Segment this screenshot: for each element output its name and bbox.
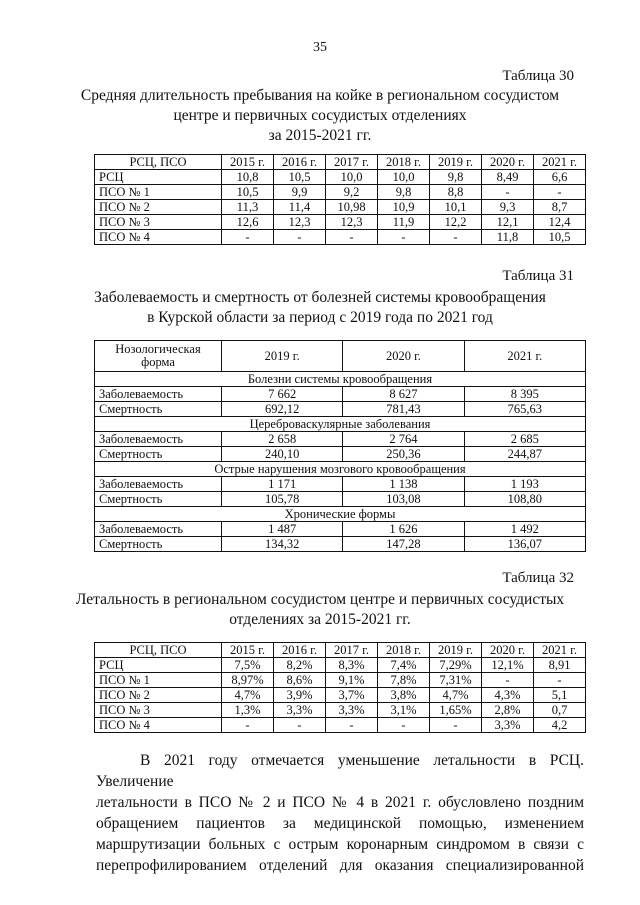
paragraph-line: маршрутизации больных с острым коронарным синдромом в связи с xyxy=(96,836,584,853)
table-row xyxy=(95,215,586,230)
table-cell: - xyxy=(482,673,534,688)
table-cell: 12,4 xyxy=(534,215,586,230)
table32-label: Таблица 32 xyxy=(502,570,574,586)
table-cell: 12,2 xyxy=(430,215,482,230)
column-header: 2015 г. xyxy=(222,643,274,658)
table-cell: - xyxy=(430,718,482,733)
table-cell: 9,2 xyxy=(326,185,378,200)
table-cell: 9,3 xyxy=(482,200,534,215)
header-row xyxy=(95,155,586,170)
table-cell: 9,8 xyxy=(378,185,430,200)
table-cell: 5,1 xyxy=(534,688,586,703)
table-cell: 244,87 xyxy=(464,447,585,462)
column-header: 2020 г. xyxy=(343,341,464,372)
column-header: 2016 г. xyxy=(274,155,326,170)
table-cell: 2 685 xyxy=(464,432,585,447)
table-cell: 10,1 xyxy=(430,200,482,215)
column-header: РСЦ, ПСО xyxy=(95,155,222,170)
table-cell: - xyxy=(222,230,274,245)
table-cell: 7,29% xyxy=(430,658,482,673)
column-header: 2015 г. xyxy=(222,155,274,170)
table-cell: 1 171 xyxy=(222,477,343,492)
table-cell: 4,7% xyxy=(430,688,482,703)
table30-title-line: центре и первичных сосудистых отделениях xyxy=(173,107,467,124)
row-label: ПСО № 4 xyxy=(95,230,222,245)
table-cell: 765,63 xyxy=(464,402,585,417)
row-label: Заболеваемость xyxy=(95,432,222,447)
table-cell: 240,10 xyxy=(222,447,343,462)
table-cell: 8 627 xyxy=(343,387,464,402)
row-label: Заболеваемость xyxy=(95,477,222,492)
table-cell: 10,9 xyxy=(378,200,430,215)
table-cell: 3,3% xyxy=(326,703,378,718)
paragraph-line: В 2021 году отмечается уменьшение летальности в РСЦ. Увеличение xyxy=(96,752,584,790)
table-cell: - xyxy=(326,230,378,245)
column-header: 2017 г. xyxy=(326,643,378,658)
section-row xyxy=(95,417,586,432)
table-cell: 11,9 xyxy=(378,215,430,230)
table-cell: 9,9 xyxy=(274,185,326,200)
paragraph-line: летальности в ПСО № 2 и ПСО № 4 в 2021 г. обусловлено поздним xyxy=(96,794,584,811)
column-header: 2018 г. xyxy=(378,155,430,170)
section-row xyxy=(95,462,586,477)
table30-title-line: Средняя длительность пребывания на койке в региональном сосудистом xyxy=(80,87,560,104)
table-cell: - xyxy=(534,673,586,688)
table-cell: - xyxy=(534,185,586,200)
row-label: РСЦ xyxy=(95,170,222,185)
table-cell: 10,98 xyxy=(326,200,378,215)
table-cell: 8,97% xyxy=(222,673,274,688)
table-cell: 8,3% xyxy=(326,658,378,673)
column-header: 2016 г. xyxy=(274,643,326,658)
table-cell: - xyxy=(482,185,534,200)
table-cell: 3,3% xyxy=(274,703,326,718)
table30-title-line: за 2015-2021 гг. xyxy=(268,127,372,144)
table-row xyxy=(95,387,586,402)
table-cell: 1,65% xyxy=(430,703,482,718)
table30 xyxy=(94,154,586,245)
table-cell: 11,8 xyxy=(482,230,534,245)
table31-title-line: в Курской области за период с 2019 года по 2021 год xyxy=(147,309,493,326)
table-cell: 10,0 xyxy=(326,170,378,185)
table-cell: - xyxy=(378,230,430,245)
table-row xyxy=(95,170,586,185)
table-cell: 11,3 xyxy=(222,200,274,215)
table-cell: 10,5 xyxy=(274,170,326,185)
row-label: ПСО № 3 xyxy=(95,215,222,230)
table-cell: 7,31% xyxy=(430,673,482,688)
table-cell: 7,5% xyxy=(222,658,274,673)
paragraph-line: перепрофилированием отделений для оказания специализированной xyxy=(96,857,584,874)
table-row xyxy=(95,402,586,417)
table-row xyxy=(95,432,586,447)
table-cell: 12,3 xyxy=(274,215,326,230)
table-cell: 692,12 xyxy=(222,402,343,417)
table32 xyxy=(94,642,586,733)
table-row xyxy=(95,703,586,718)
table31-title-line: Заболеваемость и смертность от болезней системы кровообращения xyxy=(94,289,546,306)
section-title: Хронические формы xyxy=(95,507,586,522)
table-cell: - xyxy=(274,230,326,245)
table-row xyxy=(95,537,586,552)
row-label: Заболеваемость xyxy=(95,387,222,402)
row-label: Смертность xyxy=(95,537,222,552)
table31 xyxy=(94,340,586,552)
table-cell: 1 487 xyxy=(222,522,343,537)
header-row xyxy=(95,643,586,658)
table-cell: 2 764 xyxy=(343,432,464,447)
row-label: Заболеваемость xyxy=(95,522,222,537)
column-header: 2021 г. xyxy=(534,643,586,658)
table-row xyxy=(95,200,586,215)
table-cell: 1 138 xyxy=(343,477,464,492)
table-cell: 147,28 xyxy=(343,537,464,552)
table-cell: 2,8% xyxy=(482,703,534,718)
table-cell: 7,8% xyxy=(378,673,430,688)
table-cell: 8,91 xyxy=(534,658,586,673)
table31-label: Таблица 31 xyxy=(502,268,574,284)
table-cell: 8,49 xyxy=(482,170,534,185)
table-cell: 8,6% xyxy=(274,673,326,688)
row-label: ПСО № 2 xyxy=(95,688,222,703)
table-cell: 103,08 xyxy=(343,492,464,507)
table-row xyxy=(95,673,586,688)
table-cell: 9,1% xyxy=(326,673,378,688)
table-cell: 6,6 xyxy=(534,170,586,185)
table-cell: 250,36 xyxy=(343,447,464,462)
table30-label: Таблица 30 xyxy=(502,68,574,84)
table32-title-line: Летальность в региональном сосудистом центре и первичных сосудистых xyxy=(75,591,565,608)
header-row xyxy=(95,341,586,372)
row-label: ПСО № 2 xyxy=(95,200,222,215)
section-title: Острые нарушения мозгового кровообращения xyxy=(95,462,586,477)
page-number: 35 xyxy=(313,40,327,55)
table-row xyxy=(95,658,586,673)
column-header: 2021 г. xyxy=(534,155,586,170)
table-cell: 134,32 xyxy=(222,537,343,552)
table-cell: 11,4 xyxy=(274,200,326,215)
table-row xyxy=(95,477,586,492)
body-paragraph xyxy=(96,750,584,876)
table-cell: 8,7 xyxy=(534,200,586,215)
table-row xyxy=(95,230,586,245)
table30-title xyxy=(70,86,570,146)
table-cell: 7,4% xyxy=(378,658,430,673)
table-cell: 8,2% xyxy=(274,658,326,673)
section-row xyxy=(95,507,586,522)
table-cell: 105,78 xyxy=(222,492,343,507)
table-cell: 3,1% xyxy=(378,703,430,718)
table-cell: 1,3% xyxy=(222,703,274,718)
column-header: 2019 г. xyxy=(430,155,482,170)
column-header: Нозологическая форма xyxy=(95,341,222,372)
table-cell: 0,7 xyxy=(534,703,586,718)
table-cell: 10,5 xyxy=(534,230,586,245)
table32-title-line: отделениях за 2015-2021 гг. xyxy=(229,611,411,628)
table-cell: 12,3 xyxy=(326,215,378,230)
table-cell: 8,8 xyxy=(430,185,482,200)
column-header: 2021 г. xyxy=(464,341,585,372)
table32-title xyxy=(60,590,580,630)
row-label: Смертность xyxy=(95,447,222,462)
table31-title xyxy=(60,288,580,328)
table-cell: 4,2 xyxy=(534,718,586,733)
table-cell: - xyxy=(378,718,430,733)
table-cell: 10,5 xyxy=(222,185,274,200)
column-header: 2018 г. xyxy=(378,643,430,658)
table-cell: 781,43 xyxy=(343,402,464,417)
row-label: РСЦ xyxy=(95,658,222,673)
table-cell: - xyxy=(222,718,274,733)
table-cell: 7 662 xyxy=(222,387,343,402)
table-cell: 3,7% xyxy=(326,688,378,703)
table-cell: 3,3% xyxy=(482,718,534,733)
table-cell: - xyxy=(274,718,326,733)
column-header: 2019 г. xyxy=(430,643,482,658)
table-row xyxy=(95,688,586,703)
paragraph-line: обращением пациентов за медицинской помощью, изменением xyxy=(96,815,584,832)
row-label: ПСО № 1 xyxy=(95,185,222,200)
row-label: Смертность xyxy=(95,492,222,507)
row-label: Смертность xyxy=(95,402,222,417)
row-label: ПСО № 3 xyxy=(95,703,222,718)
table-cell: 1 626 xyxy=(343,522,464,537)
table-cell: 8 395 xyxy=(464,387,585,402)
table-cell: 12,1 xyxy=(482,215,534,230)
table-cell: 4,3% xyxy=(482,688,534,703)
table-row xyxy=(95,447,586,462)
table-row xyxy=(95,185,586,200)
column-header: 2019 г. xyxy=(222,341,343,372)
table-cell: 1 193 xyxy=(464,477,585,492)
column-header: 2020 г. xyxy=(482,643,534,658)
table-cell: 4,7% xyxy=(222,688,274,703)
table-cell: 108,80 xyxy=(464,492,585,507)
section-title: Цереброваскулярные заболевания xyxy=(95,417,586,432)
row-label: ПСО № 4 xyxy=(95,718,222,733)
table-cell: 9,8 xyxy=(430,170,482,185)
table-cell: - xyxy=(430,230,482,245)
table-cell: - xyxy=(326,718,378,733)
column-header: РСЦ, ПСО xyxy=(95,643,222,658)
table-cell: 10,0 xyxy=(378,170,430,185)
table-cell: 12,1% xyxy=(482,658,534,673)
column-header: 2020 г. xyxy=(482,155,534,170)
section-row xyxy=(95,372,586,387)
table-cell: 10,8 xyxy=(222,170,274,185)
table-cell: 12,6 xyxy=(222,215,274,230)
table-row xyxy=(95,718,586,733)
table-cell: 3,9% xyxy=(274,688,326,703)
table-row xyxy=(95,492,586,507)
row-label: ПСО № 1 xyxy=(95,673,222,688)
table-row xyxy=(95,522,586,537)
table-cell: 3,8% xyxy=(378,688,430,703)
column-header: 2017 г. xyxy=(326,155,378,170)
table-cell: 136,07 xyxy=(464,537,585,552)
section-title: Болезни системы кровообращения xyxy=(95,372,586,387)
table-cell: 1 492 xyxy=(464,522,585,537)
table-cell: 2 658 xyxy=(222,432,343,447)
